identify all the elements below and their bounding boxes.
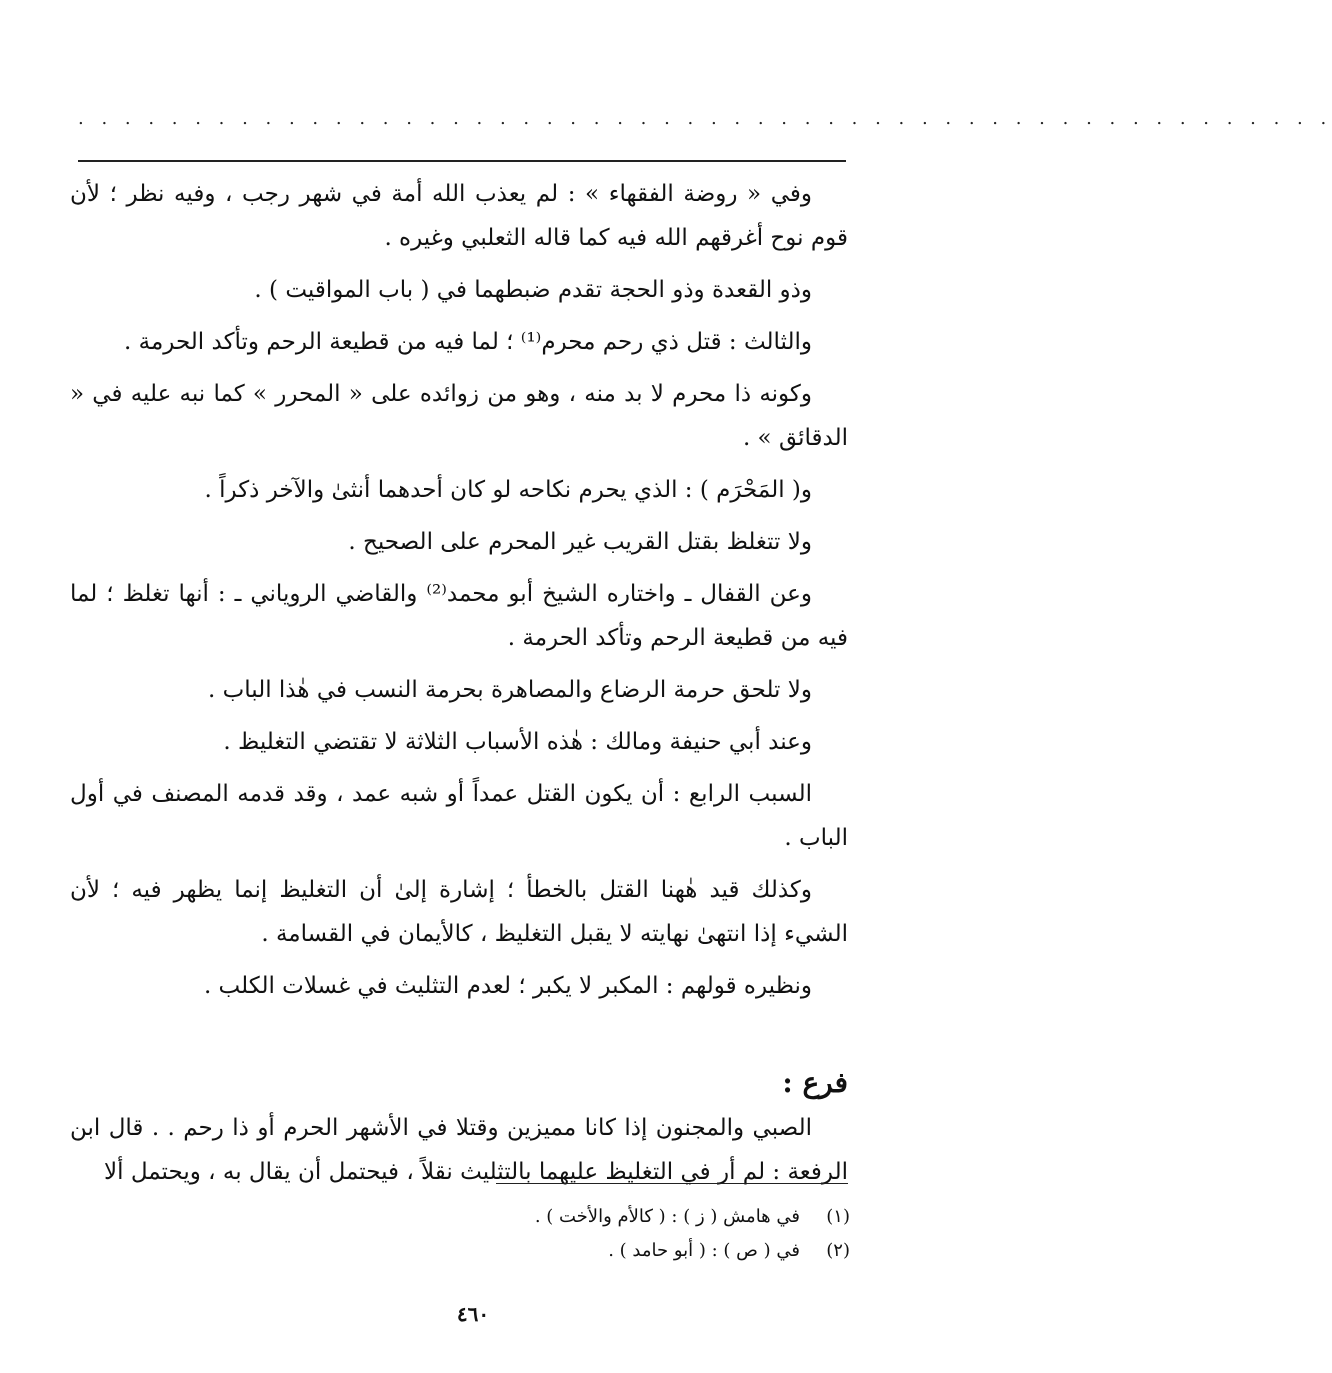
footnote-2 [80,1234,850,1268]
paragraph-8: ولا تلحق حرمة الرضاع والمصاهرة بحرمة النسب في هٰذا الباب . [207,677,812,703]
footnote-text: في هامش ( ز ) : ( كالأم والأخت ) . [534,1206,800,1227]
paragraph-10: السبب الرابع : أن يكون القتل عمداً أو شبه عمد ، وقد قدمه المصنف في أول الباب . [70,781,848,851]
footnote-number: (١) [826,1206,850,1227]
paragraph-6: ولا تتغلظ بقتل القريب غير المحرم على الصحيح . [348,529,812,555]
footnote-1 [80,1200,850,1234]
footnote-number: (٢) [826,1240,850,1261]
paragraph-9: وعند أبي حنيفة ومالك : هٰذه الأسباب الثلاثة لا تقتضي التغليظ . [223,729,812,755]
paragraph-11: وكذلك قيد هٰهنا القتل بالخطأ ؛ إشارة إلىٰ أن التغليظ إنما يظهر فيه ؛ لأن الشيء إذا انتهىٰ نهايته لا يقبل التغليظ ، كالأيمان في القسامة . [70,877,848,947]
section-paragraph: الصبي والمجنون إذا كانا مميزين وقتلا في الأشهر الحرم أو ذا رحم . . قال ابن الرفعة : لم أر في التغليظ عليهما بالتثليث نقلاً ، فيحتمل أن يقال به ، ويحتمل ألا [70,1115,848,1185]
footnote-rule [496,1183,848,1184]
section-heading: فرع : [782,1066,848,1099]
footnotes [80,1200,850,1268]
paragraph-3: والثالث : قتل ذي رحم محرم⁽¹⁾ ؛ لما فيه من قطيعة الرحم وتأكد الحرمة . [123,329,812,355]
paragraph-1: وفي « روضة الفقهاء » : لم يعذب الله أمة في شهر رجب ، وفيه نظر ؛ لأن قوم نوح أغرقهم الله فيه كما قاله الثعلبي وغيره . [70,181,848,251]
paragraph-5: و( المَحْرَم ) : الذي يحرم نكاحه لو كان أحدهما أنثىٰ والآخر ذكراً . [204,477,812,503]
header-dotted-line: . . . . . . . . . . . . . . . . . . . . . . . . . . . . . . . . . . . . . . . . . . . . . . . . . . . . . . [78,108,1332,129]
paragraph-12: ونظيره قولهم : المكبر لا يكبر ؛ لعدم التثليث في غسلات الكلب . [203,973,812,999]
header-rule [78,160,846,162]
main-text [70,172,848,1194]
footnote-text: في ( ص ) : ( أبو حامد ) . [608,1240,800,1261]
paragraph-4: وكونه ذا محرم لا بد منه ، وهو من زوائده على « المحرر » كما نبه عليه في « الدقائق » . [70,381,848,451]
paragraph-7: وعن القفال ـ واختاره الشيخ أبو محمد⁽²⁾ والقاضي الروياني ـ : أنها تغلظ ؛ لما فيه من قطيعة الرحم وتأكد الحرمة . [70,581,848,651]
page-number: ٤٦٠ [456,1302,490,1326]
paragraph-2: وذو القعدة وذو الحجة تقدم ضبطهما في ( باب المواقيت ) . [254,277,812,303]
